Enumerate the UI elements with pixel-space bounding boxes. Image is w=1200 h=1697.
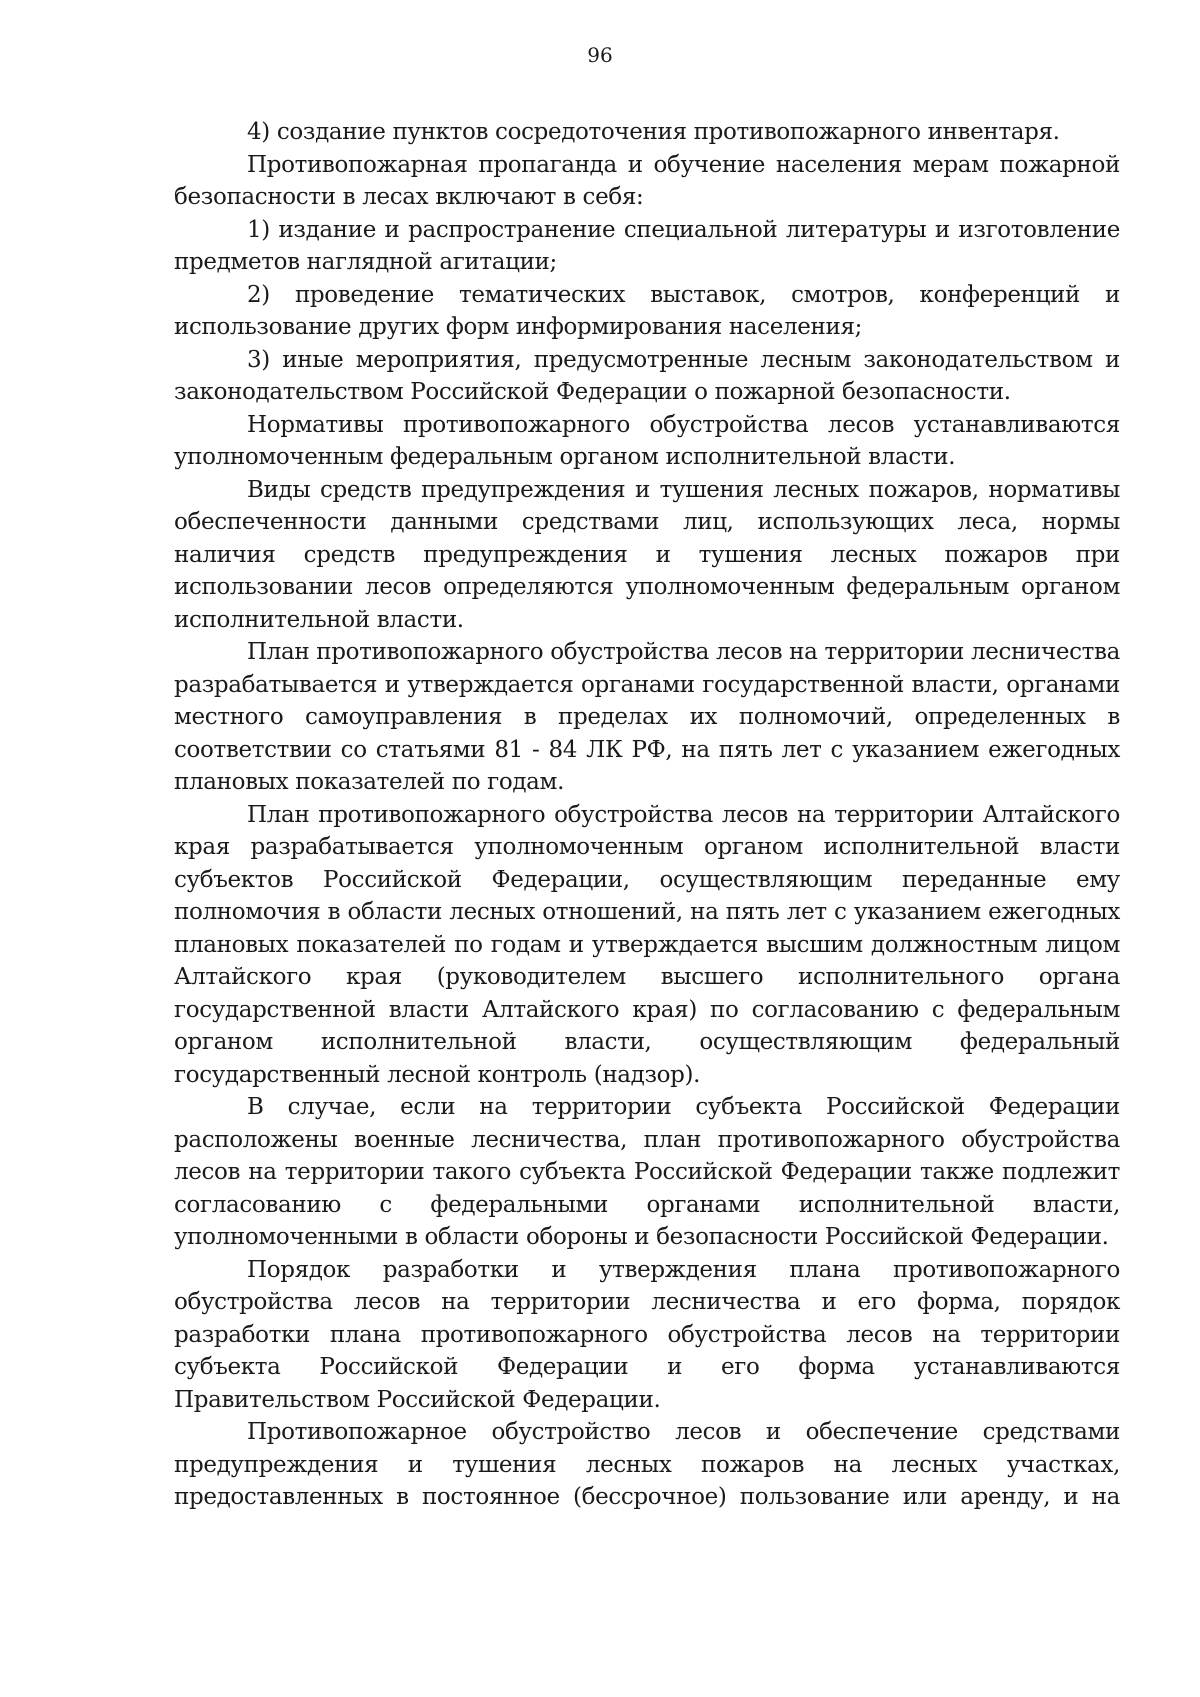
paragraph: 3) иные мероприятия, предусмотренные лесным законодательством и законодательством Российской Федерации о пожарной безопасности. [174,346,1120,405]
paragraph: Порядок разработки и утверждения плана противопожарного обустройства лесов на территории лесничества и его форма, порядок разработки плана противопожарного обустройства лесов на территории субъекта Российской Федерации и его форма устанавливаются Правительством Российской Федерации. [174,1256,1120,1413]
paragraph: Виды средств предупреждения и тушения лесных пожаров, нормативы обеспеченности данными средствами лиц, использующих леса, нормы наличия средств предупреждения и тушения лесных пожаров при использовании лесов определяются уполномоченным федеральным органом исполнительной власти. [174,476,1120,633]
paragraph: 4) создание пунктов сосредоточения противопожарного инвентаря. [247,119,1060,145]
body-text [174,116,1120,1514]
paragraph: Противопожарная пропаганда и обучение населения мерам пожарной безопасности в лесах включают в себя: [174,151,1120,210]
paragraph: Нормативы противопожарного обустройства лесов устанавливаются уполномоченным федеральным органом исполнительной власти. [174,411,1120,470]
paragraph: Противопожарное обустройство лесов и обеспечение средствами предупреждения и тушения лесных пожаров на лесных участках, предоставленных в постоянное (бессрочное) пользование или аренду, и на [174,1419,1120,1510]
paragraph: План противопожарного обустройства лесов на территории лесничества разрабатывается и утверждается органами государственной власти, органами местного самоуправления в пределах их полномочий, определенных в соответствии со статьями 81 - 84 ЛК РФ, на пять лет с указанием ежегодных плановых показателей по годам. [174,639,1120,795]
paragraph: План противопожарного обустройства лесов на территории Алтайского края разрабатывается уполномоченным органом исполнительной власти субъектов Российской Федерации, осуществляющим переданные ему полномочия в области лесных отношений, на пять лет с указанием ежегодных плановых показателей по годам и утверждается высшим должностным лицом Алтайского края (руководителем высшего исполнительного органа государственной власти Алтайского края) по согласованию с федеральным органом исполнительной власти, осуществляющим федеральный государственный лесной контроль (надзор). [174,801,1120,1088]
page-number: 96 [587,43,613,67]
paragraph: В случае, если на территории субъекта Российской Федерации расположены военные лесничества, план противопожарного обустройства лесов на территории такого субъекта Российской Федерации также подлежит согласованию с федеральными органами исполнительной власти, уполномоченными в области обороны и безопасности Российской Федерации. [174,1094,1120,1250]
paragraph: 2) проведение тематических выставок, смотров, конференций и использование других форм информирования населения; [174,281,1120,340]
paragraph: 1) издание и распространение специальной литературы и изготовление предметов наглядной агитации; [174,216,1120,275]
